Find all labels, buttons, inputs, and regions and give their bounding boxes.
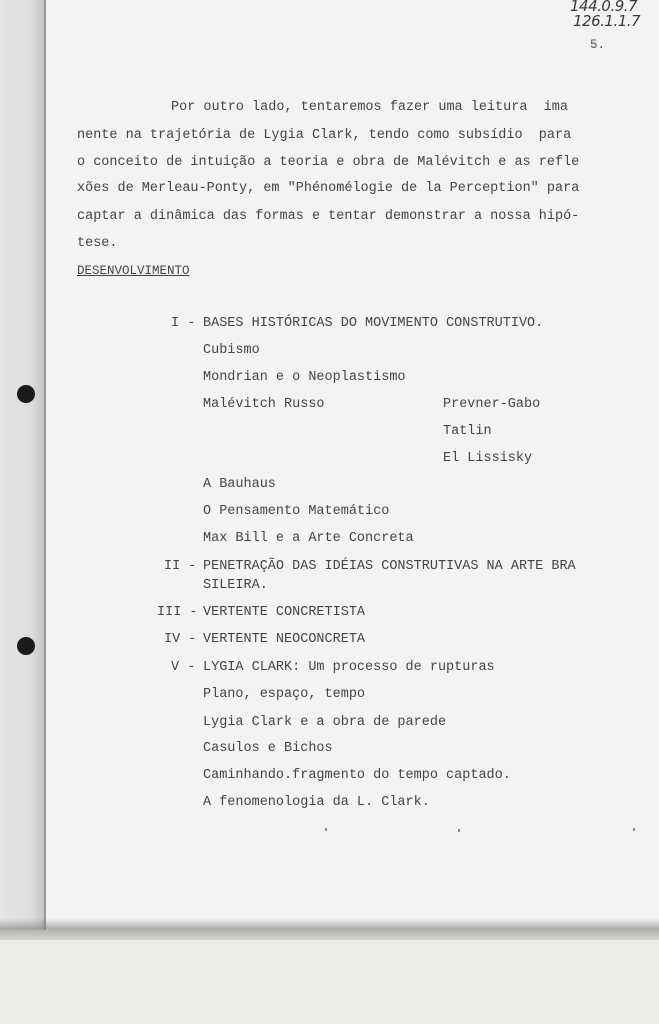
outline-item: O Pensamento Matemático: [203, 504, 390, 519]
paragraph-line: tese.: [77, 236, 118, 251]
outline-subitem: El Lissisky: [443, 451, 533, 466]
section-number: I -: [171, 316, 196, 331]
paragraph-line: captar a dinâmica das formas e tentar demonstrar a nossa hipó-: [77, 209, 580, 224]
archive-mark-1: 144.0.9.7: [570, 0, 638, 15]
scan-background: [0, 940, 659, 1024]
outline-item: Caminhando.fragmento do tempo captado.: [203, 768, 511, 783]
scan-bottom-shadow: [0, 918, 659, 942]
section-number: V -: [171, 660, 196, 675]
outline-item: Malévitch Russo: [203, 397, 325, 412]
section-title: BASES HISTÓRICAS DO MOVIMENTO CONSTRUTIVO.: [203, 316, 544, 331]
outline-subitem: Prevner-Gabo: [443, 397, 541, 412]
paragraph-line: o conceito de intuição a teoria e obra de Malévitch e as refle: [77, 155, 580, 170]
outline-item: Max Bill e a Arte Concreta: [203, 531, 414, 546]
section-heading: DESENVOLVIMENTO: [77, 264, 190, 278]
section-title: VERTENTE NEOCONCRETA: [203, 632, 366, 647]
section-number: IV -: [164, 632, 197, 647]
outline-item: A fenomenologia da L. Clark.: [203, 795, 430, 810]
paragraph-line: Por outro lado, tentaremos fazer uma leitura ima: [171, 100, 568, 115]
page-number: 5.: [590, 38, 606, 52]
scan-left-shadow: [0, 0, 46, 930]
scan-speck: [325, 828, 327, 831]
section-number: III -: [157, 605, 198, 620]
section-title-continued: SILEIRA.: [203, 578, 268, 593]
scan-speck: [458, 829, 460, 832]
outline-item: Lygia Clark e a obra de parede: [203, 715, 447, 730]
outline-item: Mondrian e o Neoplastismo: [203, 370, 406, 385]
outline-item: Plano, espaço, tempo: [203, 687, 366, 702]
paragraph-line: nente na trajetória de Lygia Clark, tendo como subsídio para: [77, 128, 572, 143]
outline-subitem: Tatlin: [443, 424, 492, 439]
punch-hole-bottom: [17, 637, 35, 655]
archive-mark-2: 126.1.1.7: [573, 12, 641, 30]
section-title: LYGIA CLARK: Um processo de rupturas: [203, 660, 495, 675]
punch-hole-top: [17, 385, 35, 403]
section-number: II -: [164, 559, 197, 574]
scan-speck: [633, 828, 635, 831]
outline-item: A Bauhaus: [203, 477, 276, 492]
section-title: PENETRAÇÃO DAS IDÉIAS CONSTRUTIVAS NA ARTE BRA: [203, 559, 576, 574]
section-title: VERTENTE CONCRETISTA: [203, 605, 366, 620]
page-left-edge: [44, 0, 46, 930]
outline-item: Cubismo: [203, 343, 260, 358]
paragraph-line: xões de Merleau-Ponty, em "Phénomélogie de la Perception" para: [77, 181, 580, 196]
outline-item: Casulos e Bichos: [203, 741, 333, 756]
